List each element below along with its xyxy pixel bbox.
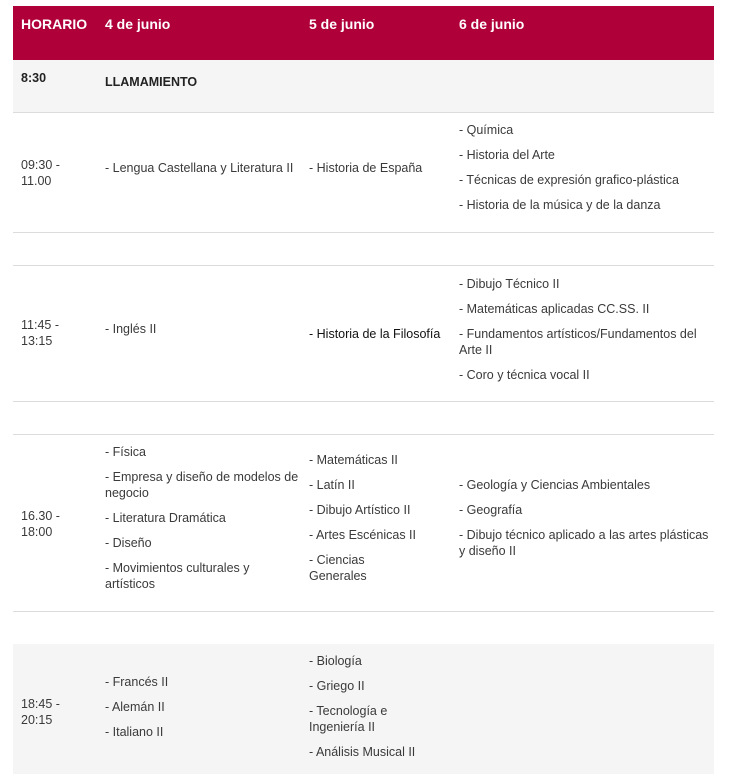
cell-day-3: [459, 477, 709, 559]
time-slot: 8:30: [21, 71, 47, 85]
list-item: - Diseño: [105, 536, 152, 550]
cell-day-2: [309, 653, 451, 760]
list-item: LLAMAMIENTO: [105, 75, 198, 89]
row-spacer: [13, 402, 714, 435]
list-item: - Artes Escénicas II: [309, 528, 416, 542]
list-item: - Movimientos culturales y artísticos: [105, 561, 250, 591]
time-slot: 11:45 - 13:15: [21, 318, 59, 348]
list-item: - Lengua Castellana y Literatura II: [105, 161, 294, 175]
table-row: [13, 266, 714, 402]
list-item: - Dibujo Técnico II: [459, 277, 560, 291]
cell-day-2: [309, 326, 451, 342]
list-item: - Alemán II: [105, 700, 165, 714]
list-item: - Coro y técnica vocal II: [459, 368, 590, 382]
list-item: - Dibujo Artístico II: [309, 503, 411, 517]
list-item: - Técnicas de expresión grafico-plástica: [459, 173, 680, 187]
time-slot: 16.30 - 18:00: [21, 509, 60, 539]
list-item: - Dibujo técnico aplicado a las artes plásticas y diseño II: [459, 528, 709, 558]
time-slot: 18:45 - 20:15: [21, 697, 60, 727]
cell-day-3: [459, 276, 709, 383]
table-row: [13, 60, 714, 113]
list-item: - Italiano II: [105, 725, 164, 739]
list-item: - Matemáticas aplicadas CC.SS. II: [459, 302, 650, 316]
header-day-3: 6 de junio: [459, 16, 525, 32]
row-spacer: [13, 233, 714, 266]
row-spacer: [13, 612, 714, 644]
list-item: - Geología y Ciencias Ambientales: [459, 478, 651, 492]
cell-day-2: [309, 160, 451, 176]
list-item: - Historia de la música y de la danza: [459, 198, 661, 212]
cell-day-1: [105, 160, 301, 176]
cell-day-3: [459, 122, 709, 213]
list-item: - Historia del Arte: [459, 148, 555, 162]
list-item: - Fundamentos artísticos/Fundamentos del Arte II: [459, 327, 697, 357]
header-day-1: 4 de junio: [105, 16, 171, 32]
list-item: - Francés II: [105, 675, 169, 689]
list-item: - Empresa y diseño de modelos de negocio: [105, 470, 299, 500]
list-item: - Latín II: [309, 478, 355, 492]
list-item: - Geografía: [459, 503, 523, 517]
header-day-2: 5 de junio: [309, 16, 375, 32]
list-item: - Física: [105, 445, 146, 459]
list-item: - Análisis Musical II: [309, 745, 416, 759]
list-item: - Ciencias Generales: [309, 553, 367, 583]
time-slot: 09:30 - 11.00: [21, 158, 60, 188]
list-item: - Química: [459, 123, 514, 137]
list-item: - Tecnología e Ingeniería II: [309, 704, 388, 734]
list-item: - Matemáticas II: [309, 453, 398, 467]
table-row: [13, 113, 714, 233]
list-item: - Biología: [309, 654, 362, 668]
cell-day-2: [309, 452, 451, 584]
exam-schedule-table: [13, 6, 714, 774]
header-horario: HORARIO: [21, 16, 88, 32]
list-item: - Historia de España: [309, 161, 423, 175]
table-row: [13, 435, 714, 612]
cell-day-1: [105, 444, 301, 592]
list-item: - Literatura Dramática: [105, 511, 226, 525]
list-item: - Griego II: [309, 679, 365, 693]
table-row: [13, 644, 714, 774]
cell-day-1: [105, 321, 301, 337]
cell-day-1: [105, 74, 301, 90]
list-item: - Inglés II: [105, 322, 157, 336]
cell-day-1: [105, 674, 301, 740]
table-header: [13, 6, 714, 60]
list-item: - Historia de la Filosofía: [309, 327, 441, 341]
